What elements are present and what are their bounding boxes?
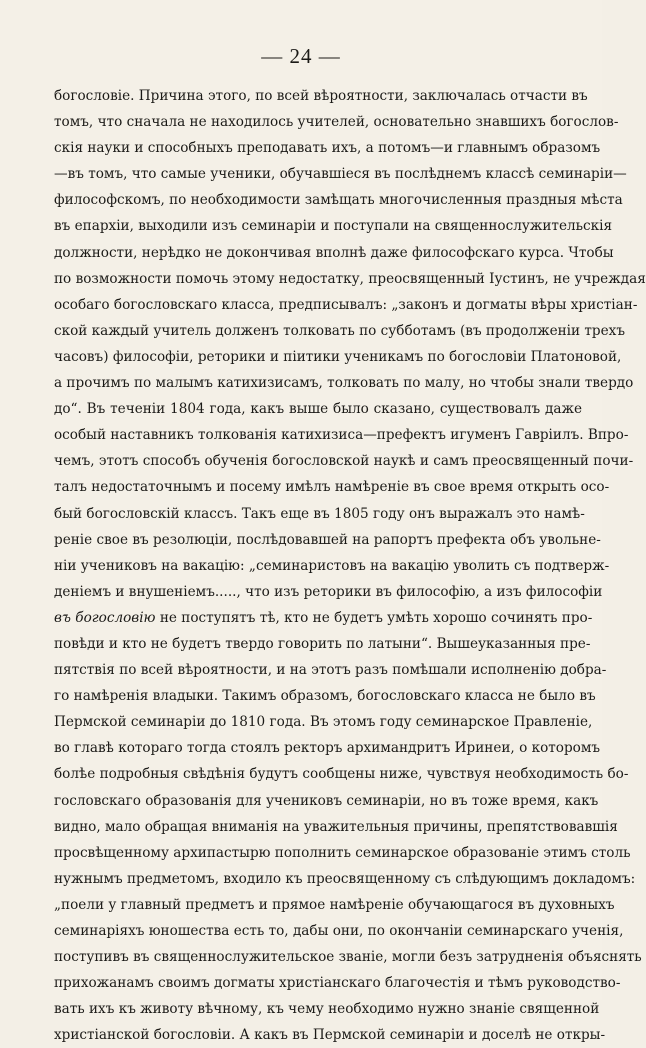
text-line: семинаріяхъ юношества есть то, дабы они, по окончаніи семинарскаго ученія,: [54, 923, 624, 939]
text-line: вать ихъ къ животу вѣчному, къ чему необходимо нужно знаніе священной: [54, 1001, 600, 1018]
text-line: повѣди и кто не будетъ твердо говорить по латыни“. Вышеуказанныя пре-: [54, 635, 591, 652]
text-line: должности, нерѣдко не докончивая вполнѣ даже философскаго курса. Чтобы: [54, 244, 614, 261]
text-line: во главѣ котораго тогда стоялъ ректоръ архимандритъ Иринеи, о которомъ: [54, 740, 601, 757]
text-line: поступивъ въ священнослужительское званіе, могли безъ затрудненія объяснять: [54, 949, 642, 966]
text-line: а прочимъ по малымъ катихизисамъ, толковать по малу, но чтобы знали твердо: [54, 375, 634, 392]
text-line: просвѣщенному архипастырю пополнить семинарское образованіе этимъ столь: [54, 844, 631, 861]
text-line: нужнымъ предметомъ, входило къ преосвященному съ слѣдующимъ докладомъ:: [54, 870, 636, 887]
text-line: „поели у главный предметъ и прямое намѣреніе обучающагося въ духовныхъ: [54, 896, 615, 913]
text-line: реніе свое въ резолюціи, послѣдовавшей на рапортъ префекта объ увольне-: [54, 531, 601, 548]
text-line: богословіе. Причина этого, по всей вѣроятности, заключалась отчасти въ: [54, 88, 588, 104]
text-line: до“. Въ теченіи 1804 года, какъ выше было сказано, существовалъ даже: [54, 401, 582, 418]
text-line: Пермской семинаріи до 1810 года. Въ этомъ году семинарское Правленіе,: [54, 714, 593, 731]
text-line: прихожанамъ своимъ догматы христіанскаго благочестія и тѣмъ руководство-: [54, 975, 621, 992]
italic-phrase: въ богословію: [54, 609, 156, 626]
text-line: скія науки и способныхъ преподавать ихъ, а потомъ—и главнымъ образомъ: [54, 140, 601, 157]
text-line: деніемъ и внушеніемъ....., что изъ реторики въ философію, а изъ философіи: [54, 583, 603, 600]
text-line: особаго богословскаго класса, предписывалъ: „законъ и догматы вѣры христіан-: [54, 296, 638, 313]
text-line: въ богословію не поступятъ тѣ, кто не будетъ умѣть хорошо сочинять про-: [54, 609, 593, 626]
text-line: пятствія по всей вѣроятности, и на этотъ разъ помѣшали исполненію добра-: [54, 662, 607, 679]
text-line: христіанской богословіи. А какъ въ Пермской семинаріи и доселѣ не откры-: [54, 1027, 606, 1044]
text-line: видно, мало обращая вниманія на уважительныя причины, препятствовавшія: [54, 818, 618, 835]
text-line: томъ, что сначала не находилось учителей, основательно знавшихъ богослов-: [54, 114, 619, 131]
body-text: [54, 83, 646, 1048]
text-line: ніи учениковъ на вакацію: „семинаристовъ на вакацію уволить съ подтверж-: [54, 557, 610, 574]
text-line: болѣе подробныя свѣдѣнія будутъ сообщены ниже, чувствуя необходимость бо-: [54, 766, 629, 783]
text-line: бый богословскій классъ. Такъ еще въ 1805 году онъ выражалъ это намѣ-: [54, 505, 585, 522]
text-line: особый наставникъ толкованія катихизиса—префектъ игуменъ Гавріилъ. Впро-: [54, 427, 629, 444]
text-line: чемъ, этотъ способъ обученія богословской наукѣ и самъ преосвященный почи-: [54, 453, 634, 470]
text-line: философскомъ, по необходимости замѣщать многочисленныя праздныя мѣста: [54, 192, 623, 209]
text-line: —въ томъ, что самые ученики, обучавшіеся въ послѣднемъ классѣ семинаріи—: [54, 166, 627, 183]
text-line: ской каждый учитель долженъ толковать по субботамъ (въ продолженіи трехъ: [54, 322, 625, 339]
text-line: го намѣренія владыки. Такимъ образомъ, богословскаго класса не было въ: [54, 688, 596, 705]
text-line: талъ недостаточнымъ и посему имѣлъ намѣреніе въ свое время открыть осо-: [54, 479, 610, 496]
page-number: — 24 —: [261, 44, 341, 68]
text-line: гословскаго образованія для учениковъ семинаріи, но въ тоже время, какъ: [54, 792, 599, 809]
text-line: въ епархіи, выходили изъ семинаріи и поступали на священнослужительскія: [54, 218, 613, 235]
text-line: по возможности помочь этому недостатку, преосвященный Іустинъ, не учреждая: [54, 270, 646, 287]
text-line: часовъ) философіи, реторики и піитики ученикамъ по богословіи Платоновой,: [54, 348, 622, 365]
